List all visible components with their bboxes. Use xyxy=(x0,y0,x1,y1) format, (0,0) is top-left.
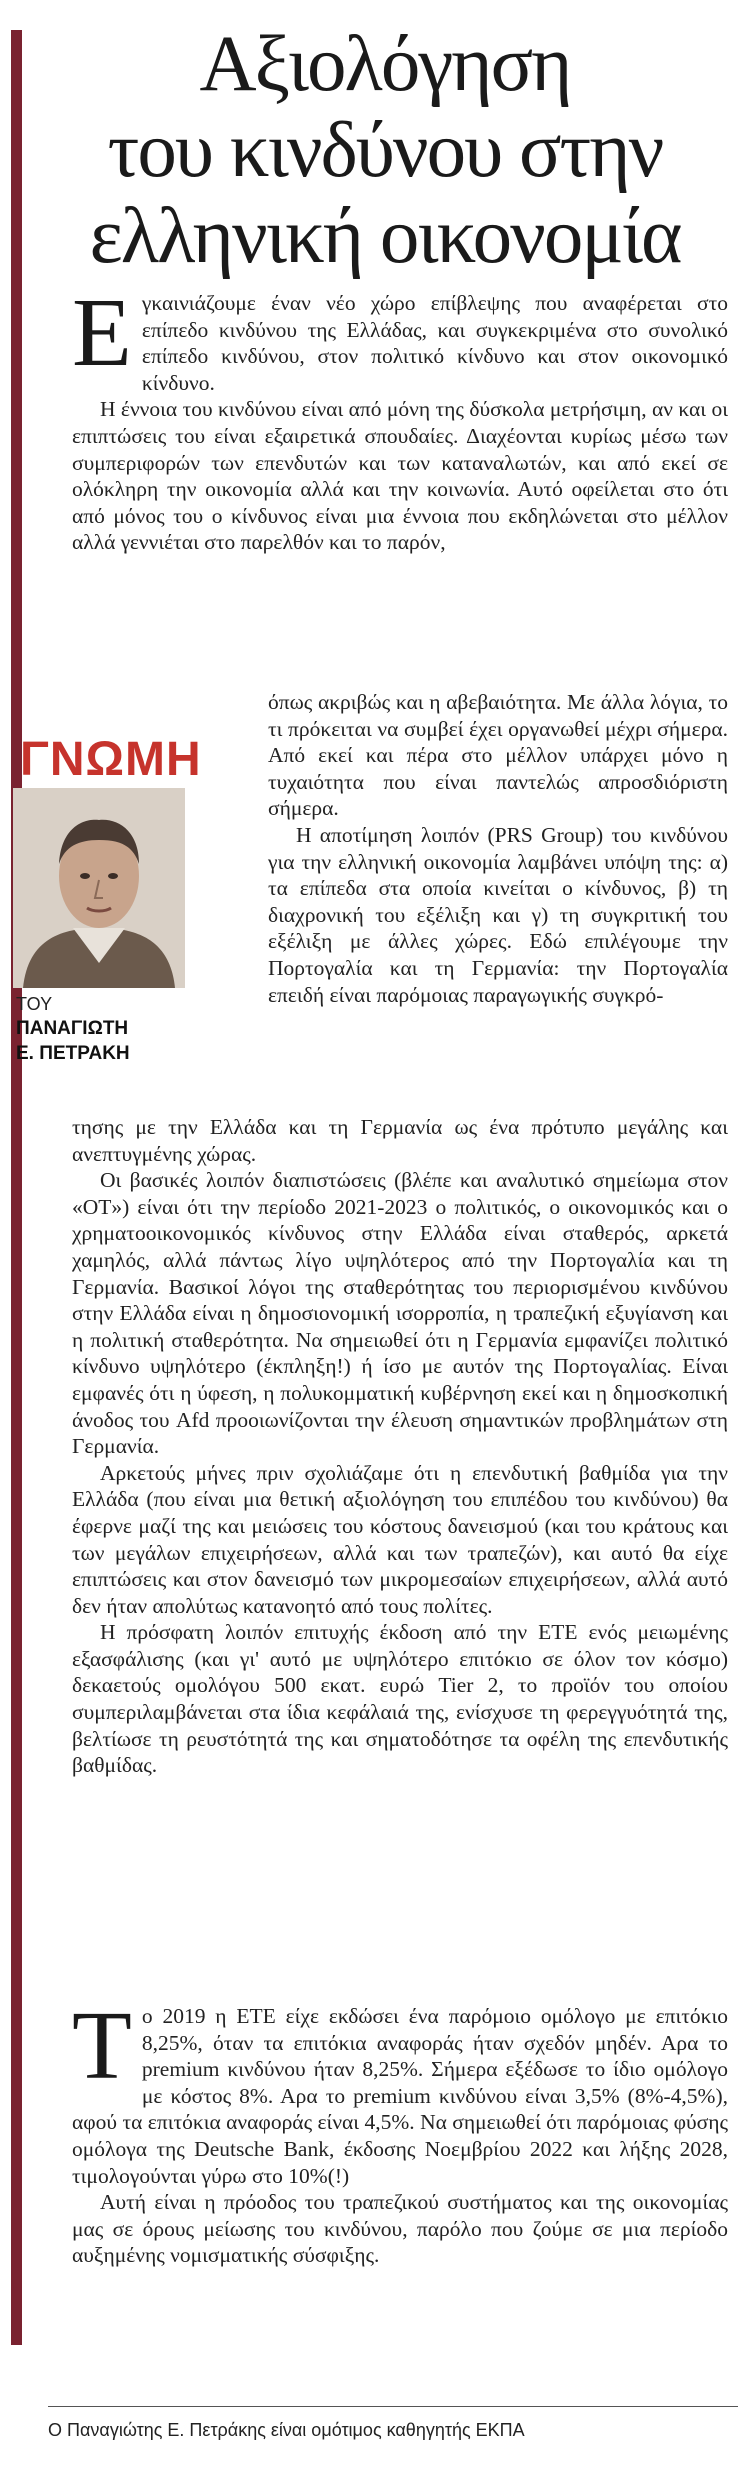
headline-line-2: του κινδύνου στην xyxy=(107,107,663,194)
paragraph-3: Η αποτίμηση λοιπόν (PRS Group) του κινδύνου για την ελληνική οικονομία λαμβάνει υπόψη της: α) τα επίπεδα στα οποία κινείται ο κίνδυνος, β) τη διαχρονική του εξέλιξη και γ) τη συγκριτική του εξέλιξη με άλλες χώρες. Εδώ επιλέγουμε την Πορτογαλία και τη Γερμανία: την Πορτογαλία επειδή είναι παρόμοιας παραγωγικής συγκρό- xyxy=(268,822,728,1007)
paragraph-7: Το 2019 η ΕΤΕ είχε εκδώσει ένα παρόμοιο ομόλογο με επιτόκιο 8,25%, όταν τα επιτόκια αναφοράς ήταν σχεδόν μηδέν. Αρα το premium κινδύνου ήταν 8,25%. Σήμερα εξέδωσε το ίδιο ομόλογο με κόστος 8%. Αρα το premium κινδύνου είναι 3,5% (8%-4,5%), αφού τα επιτόκια αναφοράς είναι 4,5%. Να σημειωθεί ότι παρόμοιας φύσης ομόλογα της Deutsche Bank, έκδοσης Νοεμβρίου 2022 και λήξης 2028, τιμολογούνται γύρω στο 10%(!) xyxy=(72,1992,728,2188)
dropcap-1: Ε xyxy=(72,279,132,387)
paragraph-1: Εγκαινιάζουμε έναν νέο χώρο επίβλεψης που αναφέρεται στο επίπεδο κινδύνου της Ελλάδας, και συγκεκριμένα στο συνολικό επίπεδο κινδύνου, στον πολιτικό κίνδυνο και στον οικονομικό κίνδυνο. xyxy=(72,279,728,395)
left-accent-bar xyxy=(11,30,22,2345)
article-body-final xyxy=(72,1992,728,2269)
footer-divider xyxy=(48,2406,738,2407)
article-headline xyxy=(40,22,730,280)
paragraph-2: Η έννοια του κινδύνου είναι από μόνη της δύσκολα μετρήσιμη, αν και οι επιπτώσεις του είναι εξαιρετικά σπουδαίες. Διαχέονται κυρίως μέσω των συμπεριφορών των επενδυτών και των καταναλωτών, και από εκεί σε ολόκληρη την οικονομία αλλά και την κοινωνία. Αυτό οφείλεται στο ότι από μόνος του ο κίνδυνος είναι μια έννοια που εκδηλώνεται στο μέλλον αλλά γεννιέται στο παρελθόν και το παρόν, xyxy=(72,397,728,555)
paragraph-8: Αυτή είναι η πρόοδος του τραπεζικού συστήματος και της οικονομίας μας σε όρους μείωσης του κινδύνου, παρόλο που ζούμε σε μια περίοδο αυξημένης νομισματικής σύσφιξης. xyxy=(72,2190,728,2268)
author-name-line-2: Ε. ΠΕΤΡΑΚΗ xyxy=(16,1043,130,1064)
author-portrait-image xyxy=(13,788,185,988)
paragraph-6: Η πρόσφατη λοιπόν επιτυχής έκδοση από την ΕΤΕ ενός μειωμένης εξασφάλισης (και γι' αυτό με υψηλότερο επιτόκιο σε όλον τον κόσμο) δεκαετούς ομολόγου 500 εκατ. ευρώ Tier 2, το προϊόν του οποίου συμπεριλαμβάνεται στα ίδια κεφάλαιά της, ενίσχυσε τη φερεγγυότητά της, βελτίωσε τη ρευστότητά της και σηματοδότησε τα οφέλη της επενδυτικής βαθμίδας. xyxy=(72,1620,728,1778)
article-body-top xyxy=(72,279,728,556)
article-body-wrapped xyxy=(268,689,728,1008)
author-name-line-1: ΠΑΝΑΓΙΩΤΗ xyxy=(16,1018,129,1039)
paragraph-4: Οι βασικές λοιπόν διαπιστώσεις (βλέπε και αναλυτικό σημείωμα στον «ΟΤ») είναι ότι την περίοδο 2021-2023 ο πολιτικός, ο οικονομικός και ο χρηματοοικονομικός κίνδυνος στην Ελλάδα είναι σταθερός, αρκετά χαμηλός, αλλά πάντως λίγο υψηλότερος από την Πορτογαλία και τη Γερμανία. Βασικοί λόγοι της σταθερότητας του περιορισμένου κινδύνου στην Ελλάδα είναι η δημοσιονομική ισορροπία, η τραπεζική εξυγίανση και η πολιτική σταθερότητα. Να σημειωθεί ότι η Γερμανία εμφανίζει πολιτικό κίνδυνο υψηλότερο (έκπληξη!) ή ίσο με αυτόν της Πορτογαλίας. Είναι εμφανές ότι η ύφεση, η πολυκομματική κυβέρνηση εκεί και η δημοσκοπική άνοδος του Afd προοιωνίζονται την έλευση σημαντικών προβλημάτων στη Γερμανία. xyxy=(72,1168,728,1459)
paragraph-3-continued: τησης με την Ελλάδα και τη Γερμανία ως ένα πρότυπο μεγάλης και ανεπτυγμένης χώρας. xyxy=(72,1115,728,1166)
headline-line-3: ελληνική οικονομία xyxy=(89,193,681,280)
author-bio: Ο Παναγιώτης Ε. Πετράκης είναι ομότιμος καθηγητής ΕΚΠΑ xyxy=(48,2420,525,2440)
headline-line-1: Αξιολόγηση xyxy=(199,21,571,108)
dropcap-2: Τ xyxy=(72,1992,132,2100)
article-body-bottom xyxy=(72,1114,728,1779)
author-photo xyxy=(13,788,185,988)
author-prefix: ΤΟΥ xyxy=(16,994,53,1014)
author-name xyxy=(16,1016,130,1066)
opinion-label: ΓΝΩΜΗ xyxy=(20,733,202,786)
paragraph-5: Αρκετούς μήνες πριν σχολιάζαμε ότι η επενδυτική βαθμίδα για την Ελλάδα (που είναι μια θετική αξιολόγηση του επιπέδου του κινδύνου) θα έφερνε μαζί της και μειώσεις του κόστους δανεισμού (και του κράτους και των μεγάλων επιχειρήσεων, αλλά και των τραπεζών), και αυτό θα είχε επιπτώσεις και στον δανεισμό των μικρομεσαίων επιχειρήσεων, αλλά αυτό δεν ήταν απολύτως κατανοητό από τους πολίτες. xyxy=(72,1460,728,1618)
paragraph-2-continued: όπως ακριβώς και η αβεβαιότητα. Με άλλα λόγια, το τι πρόκειται να συμβεί έχει οργανωθεί μέχρι σήμερα. Από εκεί και πέρα στο μέλλον υπάρχει μόνο η τυχαιότητα που είναι παντελώς απροσδιόριστη σήμερα. xyxy=(268,690,728,821)
